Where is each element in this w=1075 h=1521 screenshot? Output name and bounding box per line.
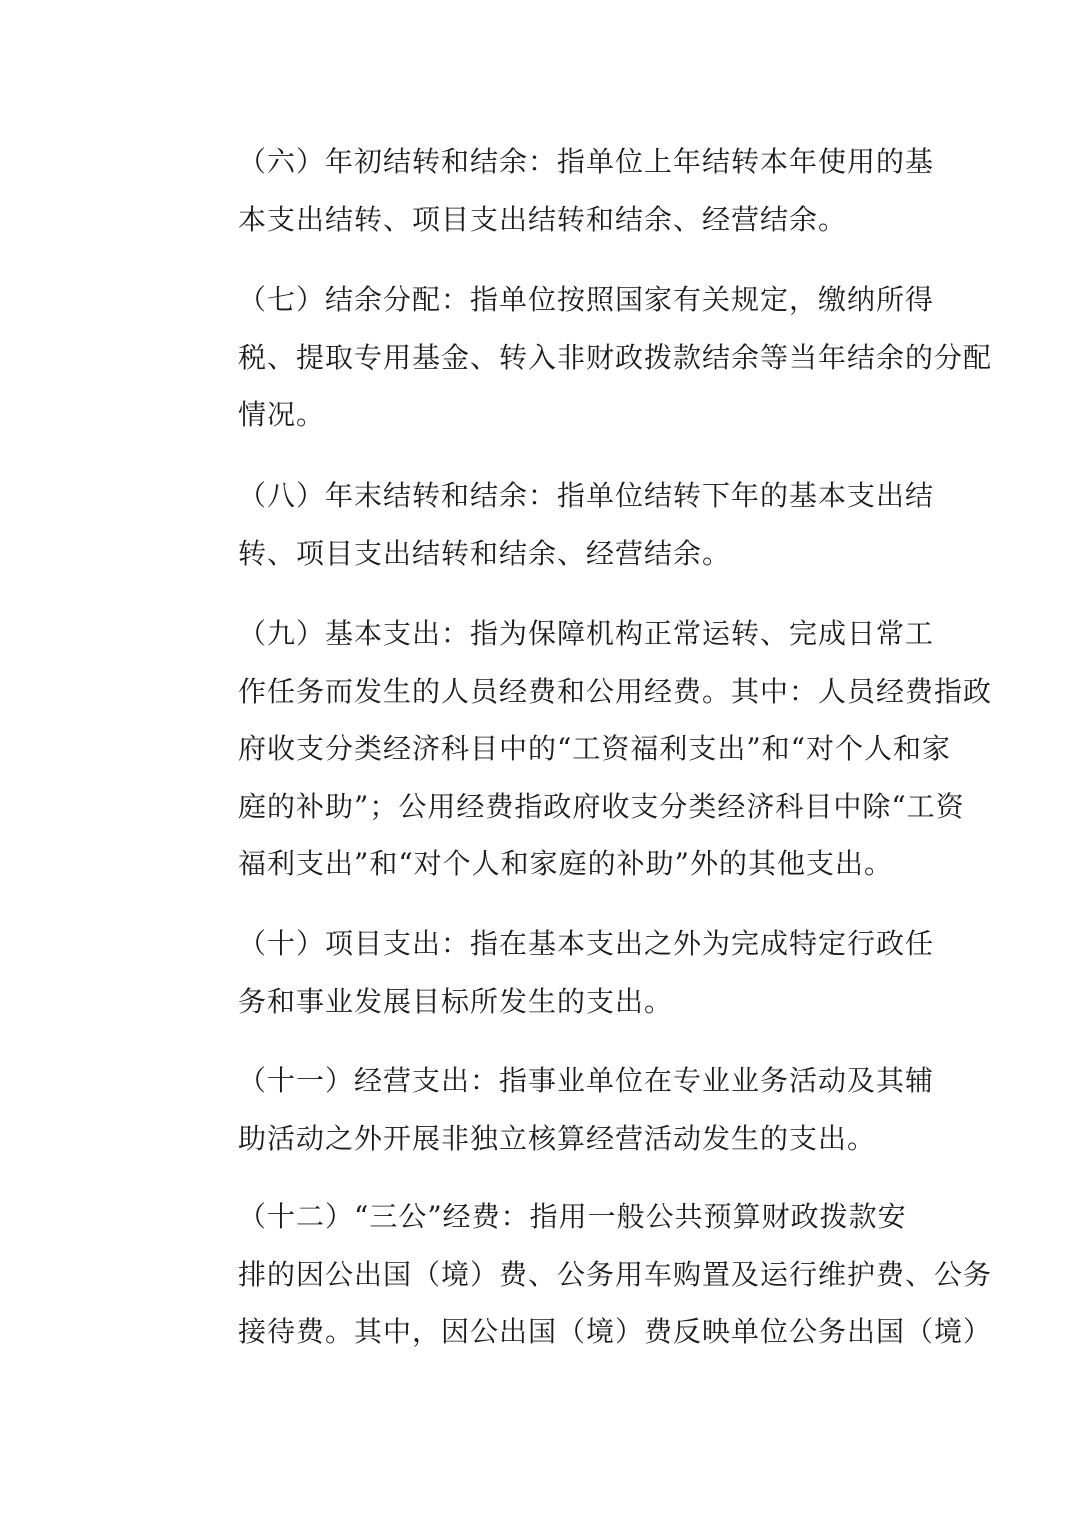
text-line: 情况。 [238, 398, 326, 431]
text-line: 税、提取专用基金、转入非财政拨款结余等当年结余的分配 [238, 340, 993, 374]
text-line: 务和事业发展目标所发生的支出。 [238, 984, 674, 1018]
text-line: 福利支出”和“对个人和家庭的补助”外的其他支出。 [238, 847, 893, 880]
paragraph-basic-expenditure [164, 605, 993, 893]
text-line: 排的因公出国（境）费、公务用车购置及运行维护费、公务 [238, 1257, 993, 1291]
paragraph-surplus-distribution [164, 271, 993, 444]
text-line: （八）年末结转和结余：指单位结转下年的基本支出结 [238, 479, 935, 512]
paragraph-three-public-expenses [164, 1188, 993, 1361]
text-line: 接待费。其中，因公出国（境）费反映单位公务出国（境） [238, 1315, 993, 1348]
paragraph-carryover-beginning [164, 133, 935, 248]
text-line: 作任务而发生的人员经费和公用经费。其中：人员经费指政 [238, 674, 993, 708]
text-line: 助活动之外开展非独立核算经营活动发生的支出。 [238, 1121, 877, 1155]
text-line: （十二）“三公”经费：指用一般公共预算财政拨款安 [238, 1200, 907, 1233]
text-line: （七）结余分配：指单位按照国家有关规定，缴纳所得 [238, 283, 935, 316]
paragraph-operating-expenditure [164, 1052, 935, 1167]
paragraph-project-expenditure [164, 915, 935, 1030]
paragraph-carryover-end [164, 467, 935, 582]
text-line: （九）基本支出：指为保障机构正常运转、完成日常工 [238, 617, 935, 650]
text-line: 转、项目支出结转和结余、经营结余。 [238, 536, 732, 570]
text-line: （十）项目支出：指在基本支出之外为完成特定行政任 [238, 927, 935, 960]
text-line: 府收支分类经济科目中的“工资福利支出”和“对个人和家 [238, 732, 951, 765]
text-line: （六）年初结转和结余：指单位上年结转本年使用的基 [238, 145, 935, 178]
text-line: （十一）经营支出：指事业单位在专业业务活动及其辅 [238, 1064, 935, 1097]
text-line: 庭的补助”；公用经费指政府收支分类经济科目中除“工资 [238, 789, 965, 823]
text-line: 本支出结转、项目支出结转和结余、经营结余。 [238, 202, 848, 236]
